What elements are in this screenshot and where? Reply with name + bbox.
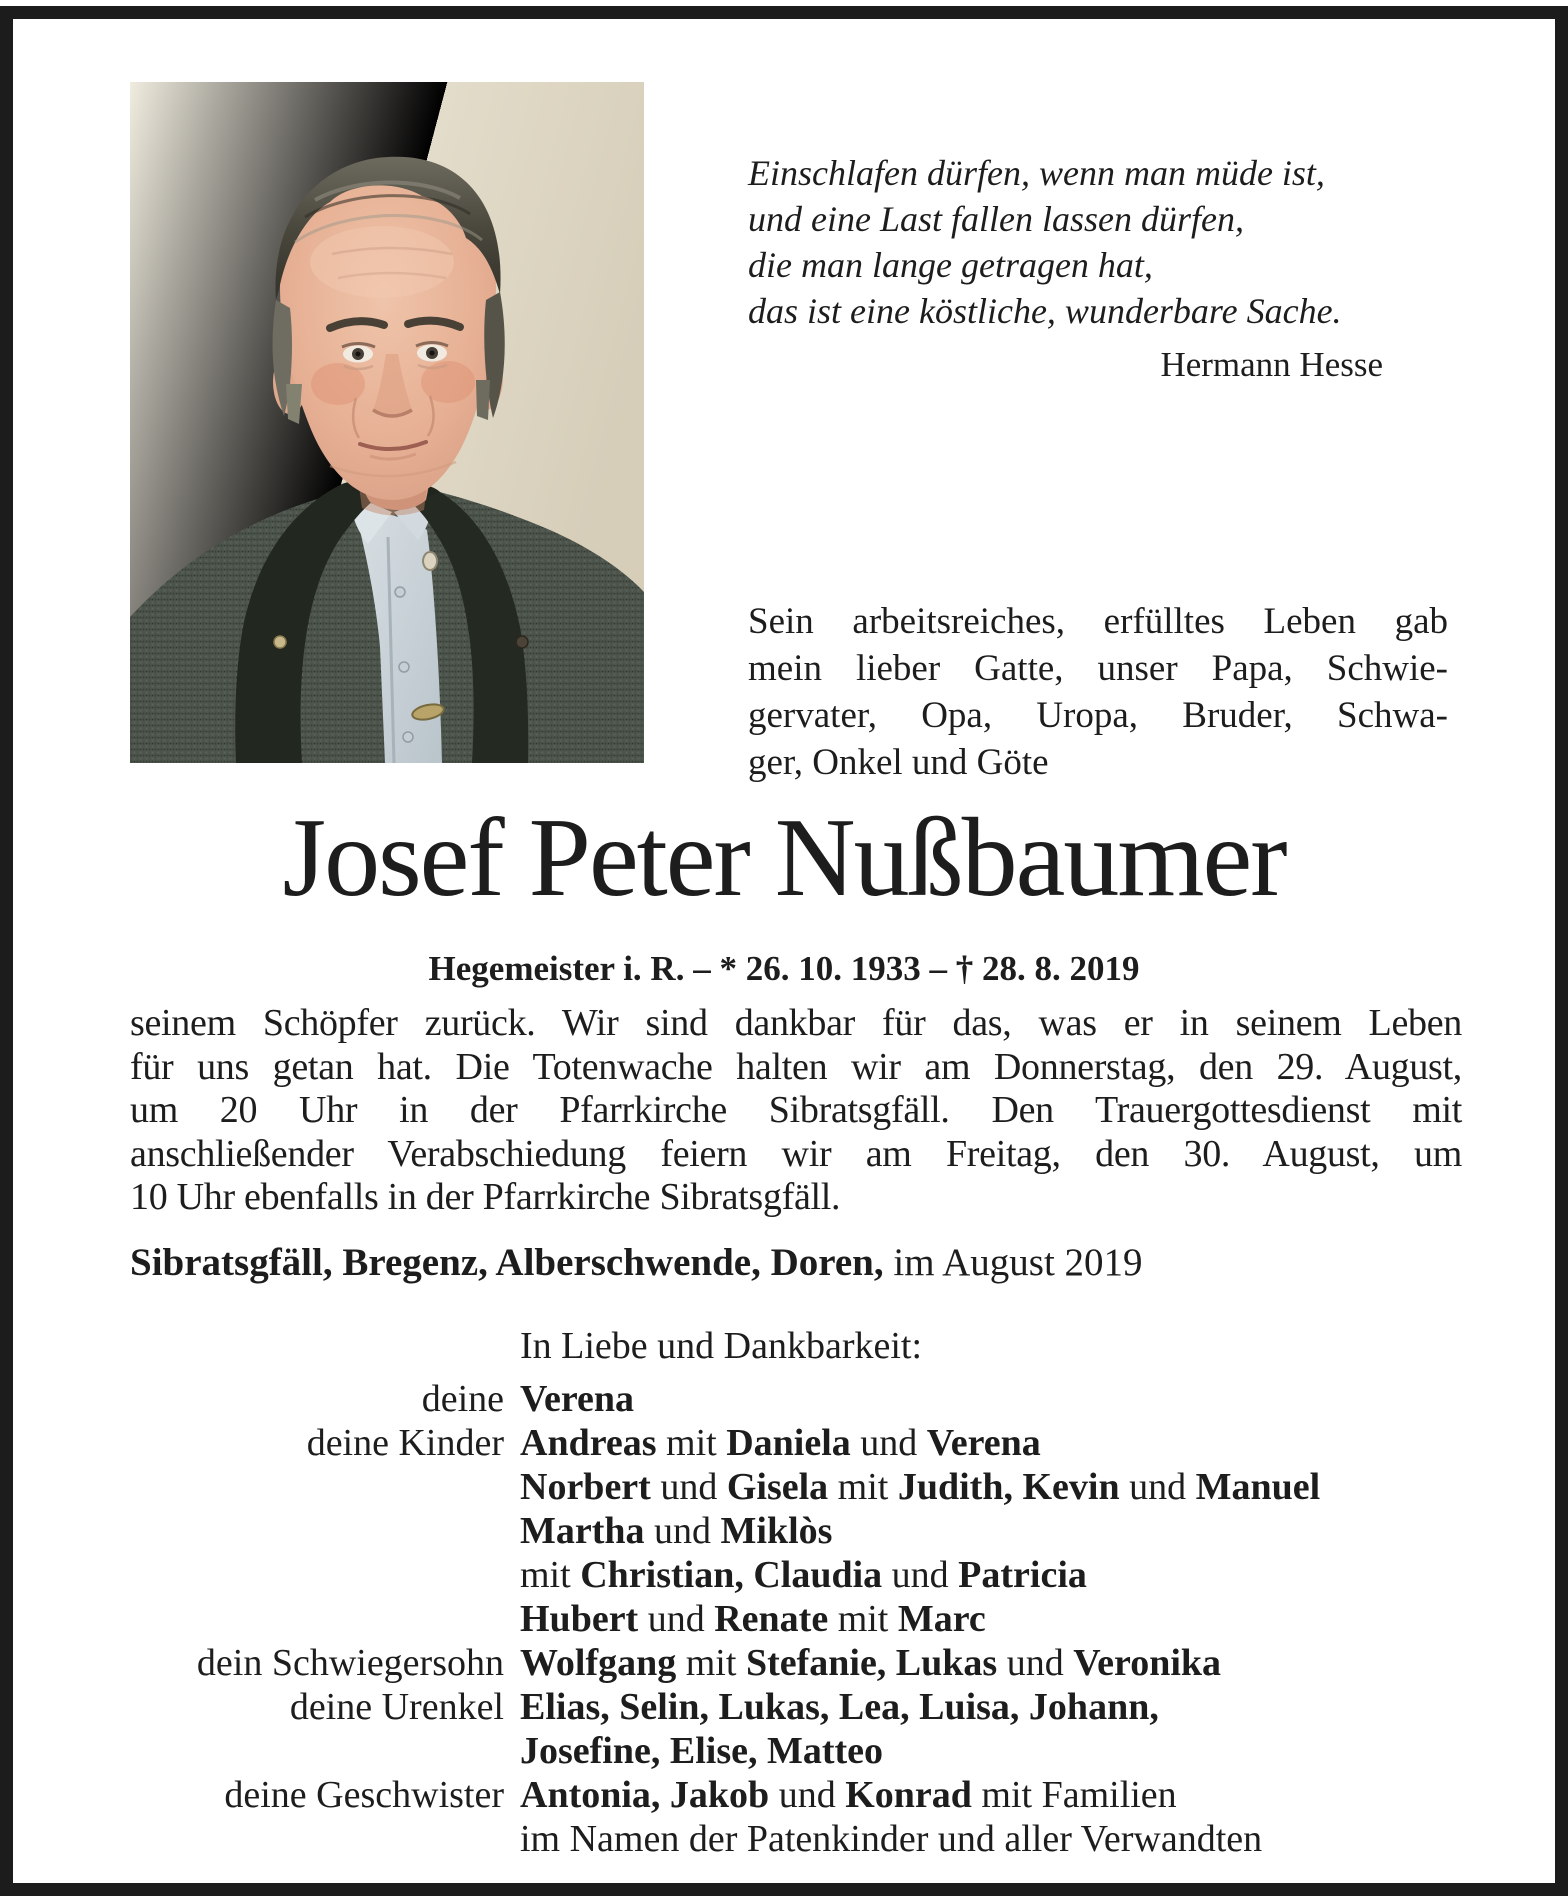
announcement-line: seinem Schöpfer zurück. Wir sind dankbar für das, was er in seinem Leben: [130, 1002, 1462, 1044]
announcement-line: für uns getan hat. Die Totenwache halten wir am Donnerstag, den 29. August,: [130, 1045, 1462, 1088]
dateline-rest: im August 2019: [883, 1241, 1143, 1284]
family-relation-label: deine Urenkel: [289, 1686, 504, 1728]
intro-paragraph: [748, 598, 1448, 786]
family-relation-label: [130, 1465, 520, 1509]
family-text: und: [850, 1422, 927, 1464]
family-names: [520, 1465, 1462, 1509]
quote-attribution: Hermann Hesse: [1160, 345, 1383, 384]
family-text: mit: [520, 1554, 581, 1596]
family-member-name: Hubert: [520, 1598, 639, 1640]
family-text: mit: [656, 1422, 727, 1464]
family-names: [520, 1509, 1462, 1553]
family-text: mit Familien: [971, 1774, 1177, 1816]
family-row: [130, 1377, 1462, 1421]
family-text: und: [650, 1466, 727, 1508]
family-names: [520, 1773, 1462, 1817]
closing-line: In Liebe und Dankbarkeit:: [520, 1325, 923, 1367]
family-member-name: Daniela: [726, 1422, 851, 1464]
family-member-name: Norbert: [520, 1466, 651, 1508]
announcement-line: 10 Uhr ebenfalls in der Pfarrkirche Sibratsgfäll.: [130, 1176, 841, 1218]
family-member-name: Judith, Kevin: [897, 1466, 1120, 1508]
family-names: [520, 1553, 1462, 1597]
deceased-name: Josef Peter Nußbaumer: [282, 796, 1286, 920]
family-member-name: Andreas: [520, 1422, 657, 1464]
family-member-name: Antonia, Jakob: [520, 1774, 770, 1816]
family-relation-label: [130, 1509, 520, 1553]
family-relation-label: [130, 1553, 520, 1597]
family-relation-label: dein Schwiegersohn: [196, 1642, 504, 1684]
family-row: [130, 1641, 1462, 1685]
family-row: [130, 1553, 1462, 1597]
family-text: mit: [676, 1642, 746, 1684]
quote-line: die man lange getragen hat,: [748, 245, 1153, 285]
announcement-line: anschließender Verabschiedung feiern wir am Freitag, den 30. August, um: [130, 1132, 1462, 1175]
family-member-name: Stefanie, Lukas: [745, 1642, 998, 1684]
quote-line: das ist eine köstliche, wunderbare Sache.: [748, 291, 1342, 331]
places-dateline: [130, 1240, 1462, 1286]
family-names: [520, 1377, 1462, 1421]
portrait-photo: [130, 82, 644, 763]
announcement-line: um 20 Uhr in der Pfarrkirche Sibratsgfäll. Den Trauergottesdienst mit: [130, 1089, 1462, 1131]
family-relation-label: deine Kinder: [306, 1422, 504, 1464]
family-member-name: Christian, Claudia: [580, 1554, 883, 1596]
family-text: mit: [828, 1466, 898, 1508]
intro-line: ger, Onkel und Göte: [748, 742, 1049, 783]
family-relation-label: [130, 1729, 520, 1773]
family-member-name: Verena: [926, 1422, 1041, 1464]
intro-line: mein lieber Gatte, unser Papa, Schwie-: [748, 648, 1448, 689]
announcement-paragraph: [130, 1002, 1462, 1220]
family-member-name: Gisela: [726, 1466, 829, 1508]
family-relation-label: deine: [421, 1378, 504, 1420]
family-names: [520, 1641, 1462, 1685]
family-text: und: [638, 1598, 715, 1640]
portrait-photo-illustration: [130, 82, 644, 763]
family-names: [520, 1421, 1462, 1465]
family-row: [130, 1817, 1462, 1861]
family-member-name: Renate: [714, 1598, 829, 1640]
family-member-name: Konrad: [845, 1774, 972, 1816]
family-text: und: [997, 1642, 1074, 1684]
family-member-name: Wolfgang: [520, 1642, 677, 1684]
family-member-name: Verena: [520, 1378, 634, 1420]
family-relation-label: [130, 1817, 520, 1861]
family-row: [130, 1421, 1462, 1465]
memorial-quote: [748, 150, 1393, 388]
family-member-name: Josefine, Elise, Matteo: [520, 1730, 884, 1772]
places-list: Sibratsgfäll, Bregenz, Alberschwende, Doren,: [130, 1241, 884, 1284]
intro-line: gervater, Opa, Uropa, Bruder, Schwa-: [748, 695, 1448, 736]
family-member-name: Manuel: [1195, 1466, 1321, 1508]
family-row: [130, 1509, 1462, 1553]
quote-line: und eine Last fallen lassen dürfen,: [748, 199, 1244, 239]
family-names: [520, 1597, 1462, 1641]
family-relation-label: deine Geschwister: [224, 1774, 504, 1816]
family-member-name: Elias, Selin, Lukas, Lea, Luisa, Johann,: [520, 1686, 1159, 1728]
family-text: und: [882, 1554, 959, 1596]
family-row: [130, 1597, 1462, 1641]
family-list: [130, 1377, 1462, 1861]
family-row: [130, 1685, 1462, 1729]
quote-line: Einschlafen dürfen, wenn man müde ist,: [748, 153, 1325, 193]
intro-line: Sein arbeitsreiches, erfülltes Leben gab: [748, 601, 1448, 642]
family-member-name: Marc: [897, 1598, 986, 1640]
family-text: und: [1119, 1466, 1196, 1508]
family-member-name: Miklòs: [720, 1510, 833, 1552]
family-row: [130, 1729, 1462, 1773]
family-text: und: [769, 1774, 846, 1816]
family-row: [130, 1773, 1462, 1817]
family-text: mit: [828, 1598, 898, 1640]
family-names: [520, 1817, 1462, 1861]
family-text: und: [644, 1510, 721, 1552]
family-text: im Namen der Patenkinder und aller Verwandten: [520, 1818, 1263, 1860]
family-names: [520, 1685, 1462, 1729]
family-names: [520, 1729, 1462, 1773]
family-member-name: Veronika: [1073, 1642, 1222, 1684]
family-row: [130, 1465, 1462, 1509]
family-member-name: Patricia: [958, 1554, 1087, 1596]
family-member-name: Martha: [520, 1510, 645, 1552]
family-relation-label: [130, 1597, 520, 1641]
deceased-dates: Hegemeister i. R. – * 26. 10. 1933 – † 28. 8. 2019: [428, 949, 1140, 988]
